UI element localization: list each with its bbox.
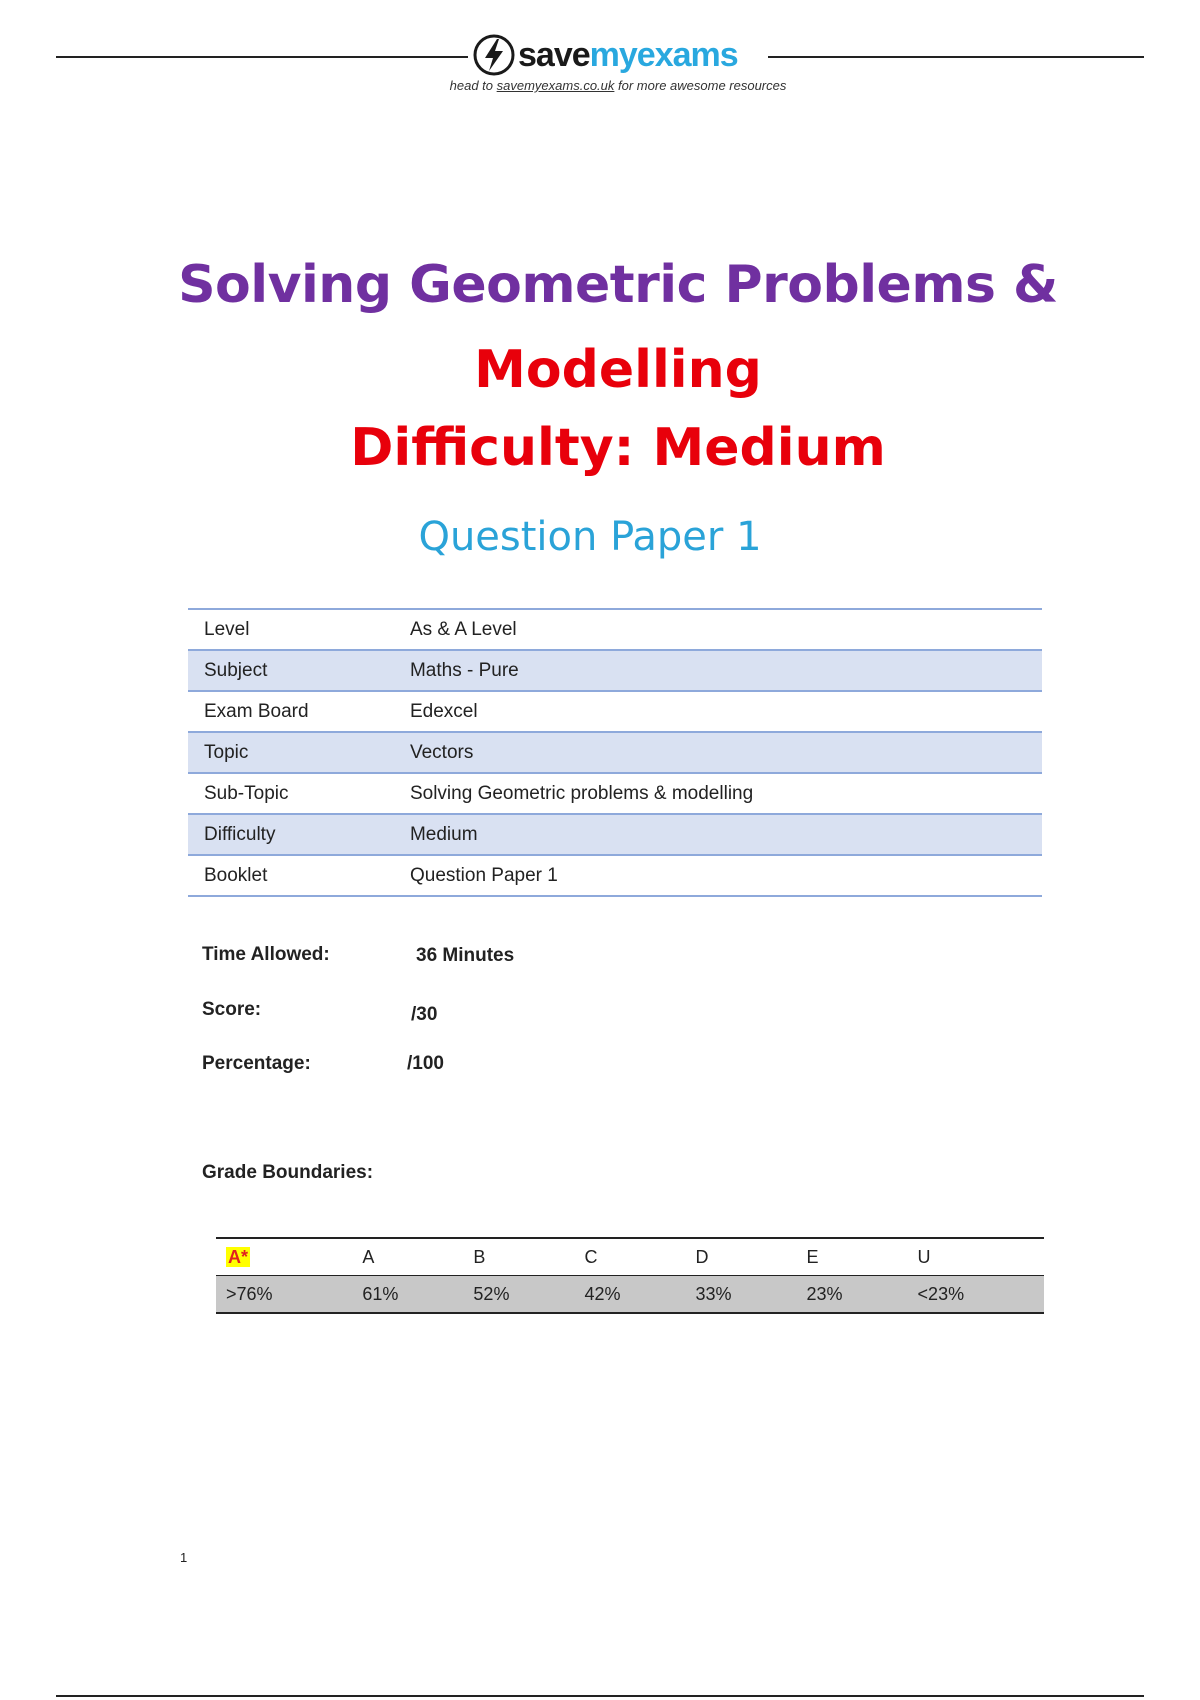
grade-header: B: [463, 1238, 574, 1276]
info-row-difficulty: [188, 814, 1042, 855]
savemyexams-logo[interactable]: [472, 30, 772, 80]
grade-a-star: A*: [228, 1246, 249, 1267]
title-difficulty: Difficulty: Medium: [350, 418, 886, 478]
info-label: Booklet: [188, 855, 410, 896]
info-value: Edexcel: [410, 691, 1042, 732]
time-allowed-label: Time Allowed:: [202, 944, 330, 965]
info-label: Exam Board: [188, 691, 410, 732]
title-line-1: Solving Geometric Problems &: [178, 255, 1058, 315]
grade-value-row: [216, 1276, 1044, 1314]
grade-header: C: [574, 1238, 685, 1276]
info-row-topic: [188, 732, 1042, 773]
tagline-link[interactable]: savemyexams.co.uk: [496, 78, 615, 93]
percentage-value: /100: [407, 1053, 444, 1074]
info-row-sub-topic: [188, 773, 1042, 814]
info-value: Maths - Pure: [410, 650, 1042, 691]
info-label: Difficulty: [188, 814, 410, 855]
grade-value: 52%: [463, 1276, 574, 1314]
score-value: /30: [411, 1004, 438, 1025]
grade-value: 42%: [574, 1276, 685, 1314]
time-allowed-value: 36 Minutes: [416, 945, 515, 966]
tagline: head to savemyexams.co.uk for more awesome resources: [449, 78, 787, 93]
title-line-2: Modelling: [474, 340, 762, 400]
grade-header: [216, 1238, 352, 1276]
grade-value: 23%: [797, 1276, 908, 1314]
info-label: Topic: [188, 732, 410, 773]
footer-rule: [56, 1695, 1144, 1697]
score-label: Score:: [202, 999, 262, 1020]
grade-boundaries-label: Grade Boundaries:: [202, 1162, 374, 1183]
subtitle-question-paper: Question Paper 1: [418, 514, 762, 560]
lightning-bolt-icon: [472, 33, 516, 77]
info-value: Medium: [410, 814, 1042, 855]
info-table: [188, 608, 1042, 897]
grade-value: 33%: [685, 1276, 796, 1314]
grade-header: A: [352, 1238, 463, 1276]
page-number: 1: [180, 1550, 188, 1565]
header-rule-left: [56, 56, 468, 58]
logo-wordmark: savemyexams: [518, 36, 738, 74]
grade-value: 61%: [352, 1276, 463, 1314]
info-label: Sub-Topic: [188, 773, 410, 814]
grade-header-row: [216, 1238, 1044, 1276]
info-value: Vectors: [410, 732, 1042, 773]
grade-header: U: [908, 1238, 1044, 1276]
grade-header: D: [685, 1238, 796, 1276]
percentage-label: Percentage:: [202, 1053, 311, 1074]
grade-boundaries-table: [216, 1237, 1044, 1314]
info-row-exam-board: [188, 691, 1042, 732]
grade-value: >76%: [216, 1276, 352, 1314]
info-label: Level: [188, 609, 410, 650]
header-rule-right: [768, 56, 1144, 58]
grade-value: <23%: [908, 1276, 1044, 1314]
info-row-level: [188, 609, 1042, 650]
info-value: As & A Level: [410, 609, 1042, 650]
info-value: Question Paper 1: [410, 855, 1042, 896]
info-label: Subject: [188, 650, 410, 691]
grade-header: E: [797, 1238, 908, 1276]
info-row-booklet: [188, 855, 1042, 896]
info-row-subject: [188, 650, 1042, 691]
info-value: Solving Geometric problems & modelling: [410, 773, 1042, 814]
